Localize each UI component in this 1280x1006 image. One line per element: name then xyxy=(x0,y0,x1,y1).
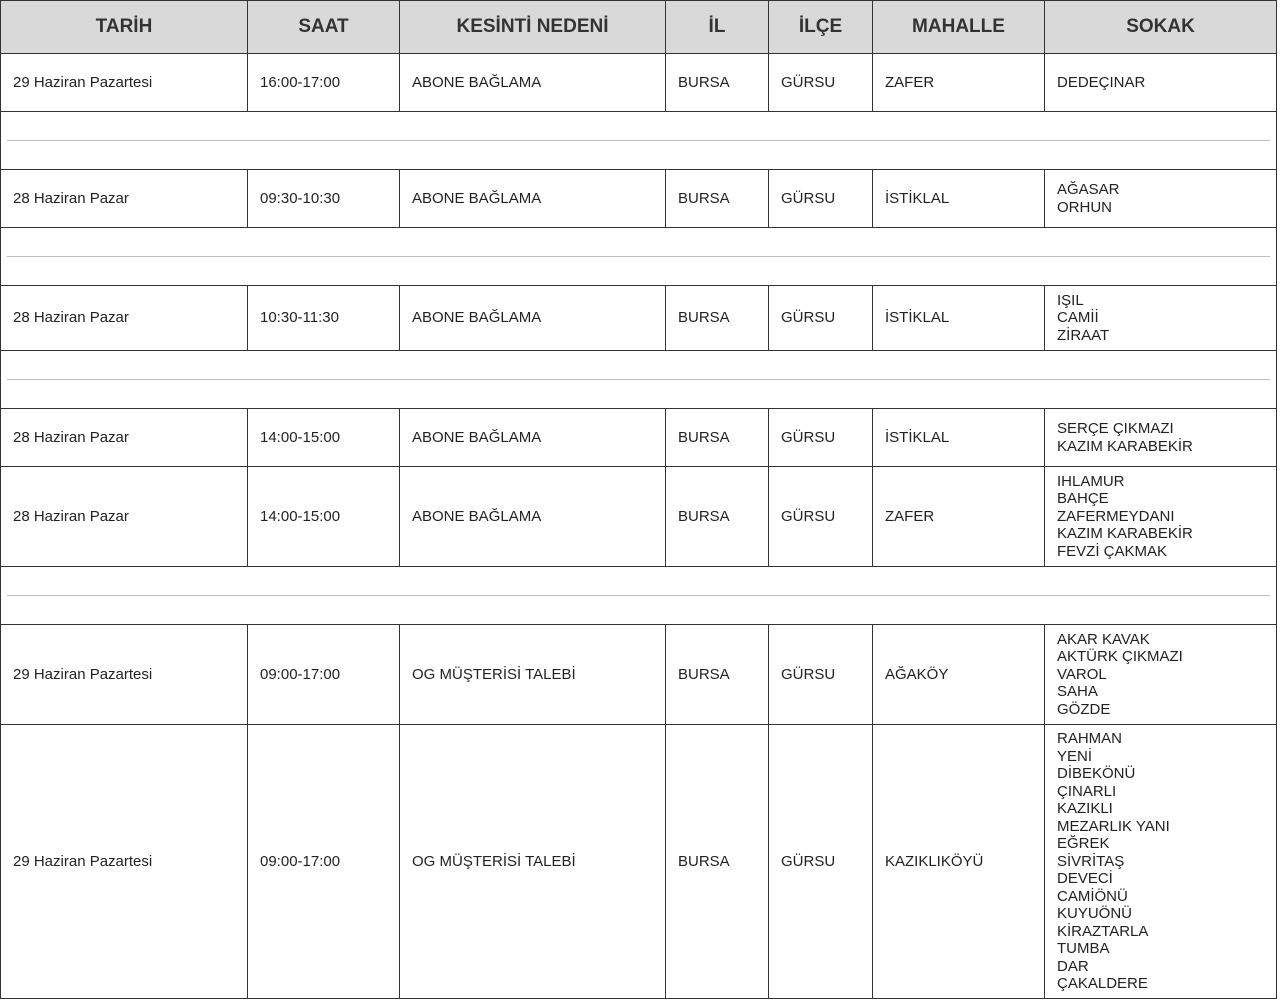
street-name: BAHÇE xyxy=(1057,490,1109,508)
street-name: DEDEÇINAR xyxy=(1057,73,1146,91)
cell-il: BURSA xyxy=(666,286,769,351)
separator-cell xyxy=(1,351,1277,409)
cell-neden: OG MÜŞTERİSİ TALEBİ xyxy=(400,725,666,999)
table-row xyxy=(1,286,1277,351)
cell-ilce: GÜRSU xyxy=(769,170,873,228)
cell-tarih: 28 Haziran Pazar xyxy=(1,170,248,228)
table-row xyxy=(1,170,1277,228)
street-name: ORHUN xyxy=(1057,198,1112,216)
cell-neden: ABONE BAĞLAMA xyxy=(400,54,666,112)
cell-saat: 10:30-11:30 xyxy=(248,286,400,351)
cell-ilce: GÜRSU xyxy=(769,286,873,351)
street-name: SAHA xyxy=(1057,683,1098,701)
street-name: GÖZDE xyxy=(1057,700,1111,718)
street-name: TUMBA xyxy=(1057,940,1110,958)
cell-sokak xyxy=(1045,54,1277,112)
divider xyxy=(7,595,1270,596)
cell-sokak xyxy=(1045,170,1277,228)
cell-neden: ABONE BAĞLAMA xyxy=(400,467,666,567)
cell-neden: ABONE BAĞLAMA xyxy=(400,409,666,467)
header-ilce: İLÇE xyxy=(769,1,873,54)
cell-mahalle: ZAFER xyxy=(873,467,1045,567)
cell-il: BURSA xyxy=(666,625,769,725)
cell-il: BURSA xyxy=(666,54,769,112)
street-name: ÇINARLI xyxy=(1057,782,1117,800)
street-name: KAZIKLI xyxy=(1057,800,1113,818)
cell-sokak xyxy=(1045,625,1277,725)
street-name: AKAR KAVAK xyxy=(1057,630,1150,648)
street-name: KAZIM KARABEKİR xyxy=(1057,525,1193,543)
separator-row xyxy=(1,112,1277,170)
cell-il: BURSA xyxy=(666,170,769,228)
street-name: DEVECİ xyxy=(1057,870,1113,888)
cell-il: BURSA xyxy=(666,467,769,567)
cell-mahalle: AĞAKÖY xyxy=(873,625,1045,725)
cell-mahalle: ZAFER xyxy=(873,54,1045,112)
street-name: RAHMAN xyxy=(1057,730,1123,748)
cell-mahalle: İSTİKLAL xyxy=(873,286,1045,351)
cell-ilce: GÜRSU xyxy=(769,725,873,999)
cell-il: BURSA xyxy=(666,725,769,999)
cell-sokak xyxy=(1045,725,1277,999)
street-name: IHLAMUR xyxy=(1057,472,1125,490)
table-row xyxy=(1,725,1277,999)
cell-saat: 14:00-15:00 xyxy=(248,409,400,467)
cell-tarih: 29 Haziran Pazartesi xyxy=(1,625,248,725)
separator-row xyxy=(1,351,1277,409)
cell-ilce: GÜRSU xyxy=(769,467,873,567)
street-name: ZİRAAT xyxy=(1057,326,1110,344)
street-name: YENİ xyxy=(1057,747,1093,765)
street-name: DİBEKÖNÜ xyxy=(1057,765,1136,783)
header-saat: SAAT xyxy=(248,1,400,54)
cell-saat: 09:30-10:30 xyxy=(248,170,400,228)
street-name: KİRAZTARLA xyxy=(1057,922,1149,940)
cell-sokak xyxy=(1045,286,1277,351)
cell-saat: 14:00-15:00 xyxy=(248,467,400,567)
cell-tarih: 28 Haziran Pazar xyxy=(1,286,248,351)
header-tarih: TARİH xyxy=(1,1,248,54)
cell-ilce: GÜRSU xyxy=(769,409,873,467)
cell-ilce: GÜRSU xyxy=(769,625,873,725)
divider xyxy=(7,256,1270,257)
cell-tarih: 28 Haziran Pazar xyxy=(1,409,248,467)
cell-neden: ABONE BAĞLAMA xyxy=(400,170,666,228)
separator-cell xyxy=(1,228,1277,286)
separator-cell xyxy=(1,567,1277,625)
street-name: ZAFERMEYDANI xyxy=(1057,507,1175,525)
table-row xyxy=(1,54,1277,112)
street-name: IŞIL xyxy=(1057,291,1084,309)
table-row xyxy=(1,409,1277,467)
street-name: VAROL xyxy=(1057,665,1107,683)
cell-saat: 09:00-17:00 xyxy=(248,625,400,725)
table-row xyxy=(1,625,1277,725)
cell-saat: 09:00-17:00 xyxy=(248,725,400,999)
separator-row xyxy=(1,228,1277,286)
cell-tarih: 29 Haziran Pazartesi xyxy=(1,725,248,999)
street-name: CAMİÖNÜ xyxy=(1057,887,1128,905)
header-row xyxy=(1,1,1277,54)
cell-tarih: 29 Haziran Pazartesi xyxy=(1,54,248,112)
cell-neden: ABONE BAĞLAMA xyxy=(400,286,666,351)
cell-neden: OG MÜŞTERİSİ TALEBİ xyxy=(400,625,666,725)
header-il: İL xyxy=(666,1,769,54)
street-name: DAR xyxy=(1057,957,1089,975)
street-name: ÇAKALDERE xyxy=(1057,975,1148,993)
street-name: CAMİİ xyxy=(1057,309,1099,327)
separator-row xyxy=(1,567,1277,625)
cell-saat: 16:00-17:00 xyxy=(248,54,400,112)
street-name: AKTÜRK ÇIKMAZI xyxy=(1057,648,1183,666)
cell-mahalle: İSTİKLAL xyxy=(873,409,1045,467)
header-mahalle: MAHALLE xyxy=(873,1,1045,54)
cell-sokak xyxy=(1045,467,1277,567)
header-kesinti-nedeni: KESİNTİ NEDENİ xyxy=(400,1,666,54)
street-name: SİVRİTAŞ xyxy=(1057,852,1125,870)
cell-ilce: GÜRSU xyxy=(769,54,873,112)
cell-tarih: 28 Haziran Pazar xyxy=(1,467,248,567)
cell-mahalle: İSTİKLAL xyxy=(873,170,1045,228)
cell-il: BURSA xyxy=(666,409,769,467)
street-name: MEZARLIK YANI xyxy=(1057,817,1170,835)
street-name: FEVZİ ÇAKMAK xyxy=(1057,542,1168,560)
street-name: KUYUÖNÜ xyxy=(1057,905,1133,923)
divider xyxy=(7,140,1270,141)
divider xyxy=(7,379,1270,380)
table-row xyxy=(1,467,1277,567)
street-name: AĞASAR xyxy=(1057,181,1120,198)
street-name: EĞREK xyxy=(1057,835,1110,853)
street-name: KAZIM KARABEKİR xyxy=(1057,437,1193,455)
header-sokak: SOKAK xyxy=(1045,1,1277,54)
cell-mahalle: KAZIKLIKÖYÜ xyxy=(873,725,1045,999)
street-name: SERÇE ÇIKMAZI xyxy=(1057,420,1174,437)
separator-cell xyxy=(1,112,1277,170)
cell-sokak xyxy=(1045,409,1277,467)
